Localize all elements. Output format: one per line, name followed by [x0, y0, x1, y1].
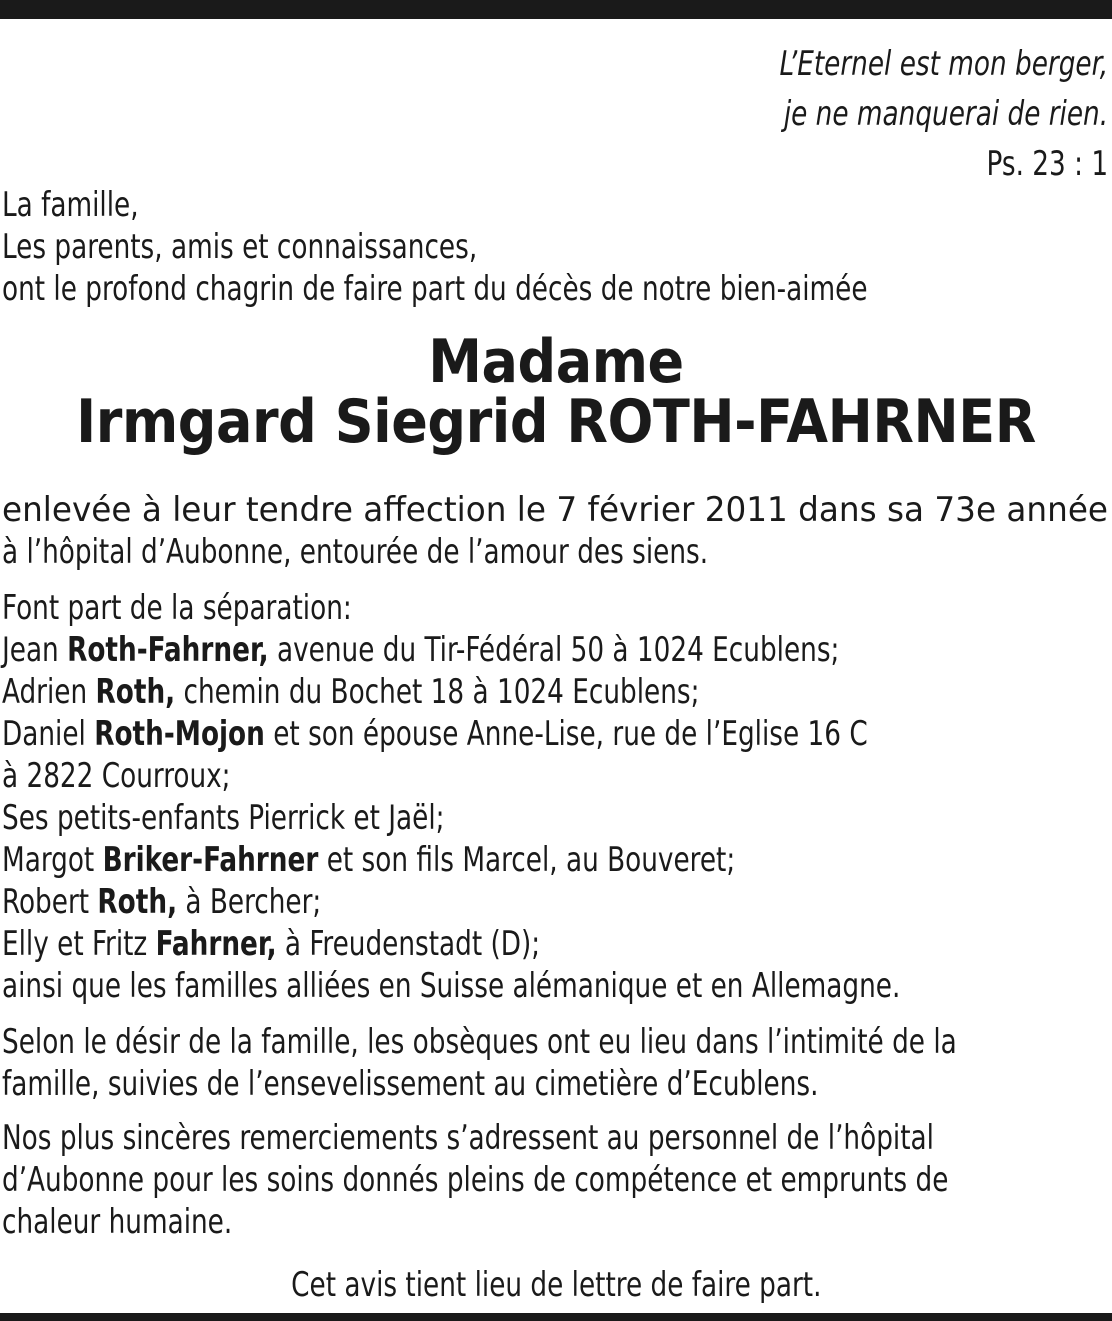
entry-text: avenue du Tir-Fédéral 50 à 1024 Ecublens;	[268, 630, 840, 670]
thanks-line: chaleur humaine.	[2, 1202, 233, 1242]
announcement-line: à l’hôpital d’Aubonne, entourée de l’amour des siens.	[2, 532, 709, 572]
separation-entry	[2, 923, 955, 965]
closing-note: Cet avis tient lieu de lettre de faire part.	[290, 1265, 822, 1305]
entry-text: Daniel	[2, 714, 95, 754]
funeral-line: Selon le désir de la famille, les obsèques ont eu lieu dans l’intimité de la	[2, 1022, 957, 1062]
deceased-full-name: Irmgard Siegrid ROTH-FAHRNER	[76, 387, 1036, 457]
entry-text: à 2822 Courroux;	[2, 756, 231, 796]
separation-entry	[2, 965, 955, 1007]
opening-line: ont le profond chagrin de faire part du décès de notre bien-aimée	[2, 269, 868, 309]
separation-entry	[2, 713, 955, 755]
entry-surname: Roth-Fahrner,	[67, 630, 269, 670]
entry-text: Ses petits-enfants Pierrick et Jaël;	[2, 798, 445, 838]
top-border-rule	[0, 0, 1112, 19]
verse-reference: Ps. 23 : 1	[986, 144, 1108, 184]
opening-line: Les parents, amis et connaissances,	[2, 227, 478, 267]
entry-text: et son fils Marcel, au Bouveret;	[318, 840, 736, 880]
deceased-title: Madame	[428, 327, 684, 397]
thanks-line: d’Aubonne pour les soins donnés pleins de compétence et emprunts de	[2, 1160, 949, 1200]
separation-intro: Font part de la séparation:	[2, 588, 352, 628]
separation-entry	[2, 839, 955, 881]
thanks-line: Nos plus sincères remerciements s’adressent au personnel de l’hôpital	[2, 1118, 934, 1158]
thanks-paragraph	[2, 1117, 1110, 1243]
funeral-paragraph	[2, 1021, 1110, 1105]
deceased-name-heading	[2, 327, 1110, 457]
entry-text: et son épouse Anne-Lise, rue de l’Eglise 16 C	[264, 714, 868, 754]
entry-text: Elly et Fritz	[2, 924, 156, 964]
separation-entry	[2, 797, 955, 839]
entry-surname: Roth-Mojon	[94, 714, 265, 754]
entry-text: Adrien	[2, 672, 96, 712]
entry-surname: Briker-Fahrner	[102, 840, 319, 880]
entry-text: ainsi que les familles alliées en Suisse alémanique et en Allemagne.	[2, 966, 901, 1006]
announcement-paragraph	[2, 489, 1110, 573]
opening-text	[2, 184, 868, 310]
funeral-line: famille, suivies de l’ensevelissement au cimetière d’Ecublens.	[2, 1064, 819, 1104]
entry-surname: Roth,	[95, 672, 176, 712]
verse-line-1: L’Eternel est mon berger,	[779, 44, 1108, 84]
entry-text: Margot	[2, 840, 103, 880]
bottom-border-rule	[0, 1313, 1112, 1321]
obituary-notice	[2, 19, 1110, 1313]
separation-entries	[2, 629, 1110, 1007]
entry-text: Robert	[2, 882, 98, 922]
opening-line: La famille,	[2, 185, 139, 225]
separation-entry	[2, 755, 955, 797]
entry-text: Jean	[2, 630, 68, 670]
entry-surname: Fahrner,	[155, 924, 277, 964]
entry-text: chemin du Bochet 18 à 1024 Ecublens;	[175, 672, 700, 712]
separation-entry	[2, 671, 955, 713]
announcement-line: enlevée à leur tendre affection le 7 février 2011 dans sa 73e année	[2, 490, 1109, 530]
separation-list	[2, 587, 1110, 1007]
bible-verse	[779, 39, 1108, 189]
verse-line-2: je ne manquerai de rien.	[783, 94, 1108, 134]
separation-entry	[2, 629, 955, 671]
entry-surname: Roth,	[97, 882, 178, 922]
entry-text: à Freudenstadt (D);	[276, 924, 541, 964]
separation-entry	[2, 881, 955, 923]
entry-text: à Bercher;	[177, 882, 322, 922]
